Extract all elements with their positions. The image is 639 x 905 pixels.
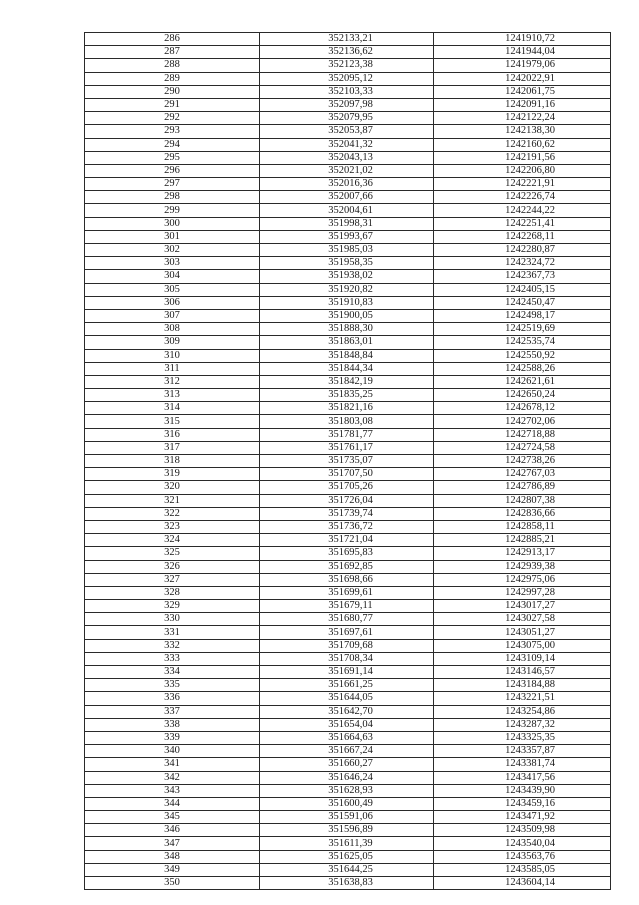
x-coordinate-cell: 351709,68 [260, 639, 434, 652]
x-coordinate-cell: 351697,61 [260, 626, 434, 639]
y-coordinate-cell: 1242678,12 [434, 402, 611, 415]
y-coordinate-cell: 1243563,76 [434, 850, 611, 863]
x-coordinate-cell: 352097,98 [260, 98, 434, 111]
point-number-cell: 343 [85, 784, 260, 797]
table-row [85, 626, 611, 639]
x-coordinate-cell: 351664,63 [260, 731, 434, 744]
table-row [85, 731, 611, 744]
point-number-cell: 324 [85, 534, 260, 547]
y-coordinate-cell: 1241944,04 [434, 46, 611, 59]
x-coordinate-cell: 352095,12 [260, 72, 434, 85]
y-coordinate-cell: 1242718,88 [434, 428, 611, 441]
y-coordinate-cell: 1242913,17 [434, 547, 611, 560]
y-coordinate-cell: 1242724,58 [434, 441, 611, 454]
y-coordinate-cell: 1242498,17 [434, 309, 611, 322]
point-number-cell: 296 [85, 164, 260, 177]
x-coordinate-cell: 351993,67 [260, 230, 434, 243]
x-coordinate-cell: 351708,34 [260, 652, 434, 665]
table-row [85, 481, 611, 494]
table-row [85, 718, 611, 731]
x-coordinate-cell: 351998,31 [260, 217, 434, 230]
y-coordinate-cell: 1242251,41 [434, 217, 611, 230]
point-number-cell: 292 [85, 112, 260, 125]
point-number-cell: 350 [85, 877, 260, 890]
table-row [85, 138, 611, 151]
y-coordinate-cell: 1243540,04 [434, 837, 611, 850]
table-row [85, 164, 611, 177]
table-row [85, 692, 611, 705]
table-row [85, 362, 611, 375]
x-coordinate-cell: 351835,25 [260, 389, 434, 402]
table-row [85, 534, 611, 547]
point-number-cell: 303 [85, 257, 260, 270]
y-coordinate-cell: 1243017,27 [434, 600, 611, 613]
y-coordinate-cell: 1243357,87 [434, 745, 611, 758]
x-coordinate-cell: 351699,61 [260, 586, 434, 599]
table-row [85, 191, 611, 204]
table-row [85, 151, 611, 164]
y-coordinate-cell: 1243585,05 [434, 863, 611, 876]
x-coordinate-cell: 351781,77 [260, 428, 434, 441]
y-coordinate-cell: 1242975,06 [434, 573, 611, 586]
y-coordinate-cell: 1242226,74 [434, 191, 611, 204]
point-number-cell: 300 [85, 217, 260, 230]
x-coordinate-cell: 351726,04 [260, 494, 434, 507]
point-number-cell: 342 [85, 771, 260, 784]
y-coordinate-cell: 1242786,89 [434, 481, 611, 494]
table-row [85, 309, 611, 322]
x-coordinate-cell: 351958,35 [260, 257, 434, 270]
y-coordinate-cell: 1243509,98 [434, 824, 611, 837]
y-coordinate-cell: 1243146,57 [434, 666, 611, 679]
point-number-cell: 321 [85, 494, 260, 507]
point-number-cell: 299 [85, 204, 260, 217]
table-row [85, 745, 611, 758]
point-number-cell: 315 [85, 415, 260, 428]
point-number-cell: 304 [85, 270, 260, 283]
point-number-cell: 344 [85, 797, 260, 810]
table-row [85, 586, 611, 599]
y-coordinate-cell: 1242405,15 [434, 283, 611, 296]
point-number-cell: 336 [85, 692, 260, 705]
point-number-cell: 346 [85, 824, 260, 837]
table-row [85, 520, 611, 533]
point-number-cell: 319 [85, 468, 260, 481]
y-coordinate-cell: 1242997,28 [434, 586, 611, 599]
x-coordinate-cell: 351680,77 [260, 613, 434, 626]
table-row [85, 547, 611, 560]
y-coordinate-cell: 1242858,11 [434, 520, 611, 533]
table-row [85, 811, 611, 824]
table-row [85, 389, 611, 402]
y-coordinate-cell: 1242160,62 [434, 138, 611, 151]
x-coordinate-cell: 351985,03 [260, 244, 434, 257]
x-coordinate-cell: 351821,16 [260, 402, 434, 415]
point-number-cell: 339 [85, 731, 260, 744]
point-number-cell: 349 [85, 863, 260, 876]
table-row [85, 824, 611, 837]
point-number-cell: 322 [85, 507, 260, 520]
table-row [85, 244, 611, 257]
x-coordinate-cell: 351667,24 [260, 745, 434, 758]
table-row [85, 771, 611, 784]
table-row [85, 204, 611, 217]
point-number-cell: 317 [85, 441, 260, 454]
table-row [85, 507, 611, 520]
point-number-cell: 298 [85, 191, 260, 204]
point-number-cell: 308 [85, 323, 260, 336]
x-coordinate-cell: 351736,72 [260, 520, 434, 533]
point-number-cell: 306 [85, 296, 260, 309]
point-number-cell: 326 [85, 560, 260, 573]
y-coordinate-cell: 1242022,91 [434, 72, 611, 85]
table-row [85, 46, 611, 59]
point-number-cell: 302 [85, 244, 260, 257]
x-coordinate-cell: 352004,61 [260, 204, 434, 217]
table-row [85, 863, 611, 876]
table-row [85, 270, 611, 283]
table-row [85, 573, 611, 586]
y-coordinate-cell: 1242807,38 [434, 494, 611, 507]
point-number-cell: 295 [85, 151, 260, 164]
y-coordinate-cell: 1243184,88 [434, 679, 611, 692]
table-row [85, 98, 611, 111]
point-number-cell: 297 [85, 178, 260, 191]
y-coordinate-cell: 1242621,61 [434, 375, 611, 388]
point-number-cell: 291 [85, 98, 260, 111]
y-coordinate-cell: 1242061,75 [434, 85, 611, 98]
x-coordinate-cell: 351739,74 [260, 507, 434, 520]
x-coordinate-cell: 352021,02 [260, 164, 434, 177]
table-row [85, 784, 611, 797]
x-coordinate-cell: 351661,25 [260, 679, 434, 692]
y-coordinate-cell: 1242268,11 [434, 230, 611, 243]
point-number-cell: 348 [85, 850, 260, 863]
x-coordinate-cell: 351803,08 [260, 415, 434, 428]
point-number-cell: 287 [85, 46, 260, 59]
table-row [85, 468, 611, 481]
y-coordinate-cell: 1242885,21 [434, 534, 611, 547]
table-row [85, 758, 611, 771]
table-row [85, 797, 611, 810]
table-row [85, 705, 611, 718]
point-number-cell: 327 [85, 573, 260, 586]
point-number-cell: 305 [85, 283, 260, 296]
table-row [85, 679, 611, 692]
table-row [85, 639, 611, 652]
table-row [85, 494, 611, 507]
y-coordinate-cell: 1242324,72 [434, 257, 611, 270]
table-row [85, 178, 611, 191]
y-coordinate-cell: 1243221,51 [434, 692, 611, 705]
x-coordinate-cell: 351900,05 [260, 309, 434, 322]
point-number-cell: 329 [85, 600, 260, 613]
y-coordinate-cell: 1242939,38 [434, 560, 611, 573]
table-row [85, 441, 611, 454]
y-coordinate-cell: 1243459,16 [434, 797, 611, 810]
table-row [85, 415, 611, 428]
table-row [85, 652, 611, 665]
point-number-cell: 286 [85, 33, 260, 46]
y-coordinate-cell: 1242206,80 [434, 164, 611, 177]
y-coordinate-cell: 1242702,06 [434, 415, 611, 428]
point-number-cell: 338 [85, 718, 260, 731]
x-coordinate-cell: 351638,83 [260, 877, 434, 890]
y-coordinate-cell: 1243439,90 [434, 784, 611, 797]
point-number-cell: 313 [85, 389, 260, 402]
coordinates-table-body [85, 33, 611, 890]
y-coordinate-cell: 1242367,73 [434, 270, 611, 283]
table-row [85, 402, 611, 415]
y-coordinate-cell: 1243287,32 [434, 718, 611, 731]
y-coordinate-cell: 1243051,27 [434, 626, 611, 639]
point-number-cell: 294 [85, 138, 260, 151]
table-row [85, 560, 611, 573]
x-coordinate-cell: 352043,13 [260, 151, 434, 164]
x-coordinate-cell: 351660,27 [260, 758, 434, 771]
point-number-cell: 328 [85, 586, 260, 599]
point-number-cell: 337 [85, 705, 260, 718]
point-number-cell: 293 [85, 125, 260, 138]
table-row [85, 877, 611, 890]
coordinates-table [84, 32, 611, 890]
table-row [85, 349, 611, 362]
point-number-cell: 335 [85, 679, 260, 692]
point-number-cell: 314 [85, 402, 260, 415]
y-coordinate-cell: 1242550,92 [434, 349, 611, 362]
point-number-cell: 307 [85, 309, 260, 322]
x-coordinate-cell: 351761,17 [260, 441, 434, 454]
y-coordinate-cell: 1242122,24 [434, 112, 611, 125]
point-number-cell: 318 [85, 455, 260, 468]
table-row [85, 600, 611, 613]
point-number-cell: 316 [85, 428, 260, 441]
table-row [85, 296, 611, 309]
point-number-cell: 311 [85, 362, 260, 375]
x-coordinate-cell: 351600,49 [260, 797, 434, 810]
x-coordinate-cell: 352016,36 [260, 178, 434, 191]
table-row [85, 112, 611, 125]
x-coordinate-cell: 351644,05 [260, 692, 434, 705]
y-coordinate-cell: 1241979,06 [434, 59, 611, 72]
x-coordinate-cell: 352133,21 [260, 33, 434, 46]
y-coordinate-cell: 1242450,47 [434, 296, 611, 309]
table-row [85, 428, 611, 441]
y-coordinate-cell: 1243027,58 [434, 613, 611, 626]
x-coordinate-cell: 351910,83 [260, 296, 434, 309]
point-number-cell: 312 [85, 375, 260, 388]
y-coordinate-cell: 1242221,91 [434, 178, 611, 191]
x-coordinate-cell: 351920,82 [260, 283, 434, 296]
x-coordinate-cell: 351692,85 [260, 560, 434, 573]
table-row [85, 323, 611, 336]
point-number-cell: 332 [85, 639, 260, 652]
x-coordinate-cell: 351888,30 [260, 323, 434, 336]
y-coordinate-cell: 1243381,74 [434, 758, 611, 771]
x-coordinate-cell: 352103,33 [260, 85, 434, 98]
point-number-cell: 341 [85, 758, 260, 771]
table-row [85, 85, 611, 98]
x-coordinate-cell: 351938,02 [260, 270, 434, 283]
y-coordinate-cell: 1242535,74 [434, 336, 611, 349]
x-coordinate-cell: 351705,26 [260, 481, 434, 494]
point-number-cell: 320 [85, 481, 260, 494]
x-coordinate-cell: 351611,39 [260, 837, 434, 850]
y-coordinate-cell: 1242738,26 [434, 455, 611, 468]
table-row [85, 837, 611, 850]
x-coordinate-cell: 351695,83 [260, 547, 434, 560]
point-number-cell: 325 [85, 547, 260, 560]
y-coordinate-cell: 1243075,00 [434, 639, 611, 652]
table-row [85, 125, 611, 138]
x-coordinate-cell: 351646,24 [260, 771, 434, 784]
x-coordinate-cell: 352079,95 [260, 112, 434, 125]
point-number-cell: 288 [85, 59, 260, 72]
y-coordinate-cell: 1242519,69 [434, 323, 611, 336]
x-coordinate-cell: 351625,05 [260, 850, 434, 863]
x-coordinate-cell: 351721,04 [260, 534, 434, 547]
x-coordinate-cell: 351654,04 [260, 718, 434, 731]
x-coordinate-cell: 351679,11 [260, 600, 434, 613]
x-coordinate-cell: 351848,84 [260, 349, 434, 362]
table-row [85, 336, 611, 349]
y-coordinate-cell: 1243471,92 [434, 811, 611, 824]
y-coordinate-cell: 1243604,14 [434, 877, 611, 890]
table-row [85, 230, 611, 243]
table-row [85, 217, 611, 230]
table-row [85, 613, 611, 626]
y-coordinate-cell: 1242191,56 [434, 151, 611, 164]
y-coordinate-cell: 1242244,22 [434, 204, 611, 217]
table-row [85, 59, 611, 72]
x-coordinate-cell: 351698,66 [260, 573, 434, 586]
point-number-cell: 330 [85, 613, 260, 626]
point-number-cell: 333 [85, 652, 260, 665]
y-coordinate-cell: 1242588,26 [434, 362, 611, 375]
x-coordinate-cell: 352123,38 [260, 59, 434, 72]
point-number-cell: 345 [85, 811, 260, 824]
x-coordinate-cell: 351842,19 [260, 375, 434, 388]
x-coordinate-cell: 352007,66 [260, 191, 434, 204]
x-coordinate-cell: 351628,93 [260, 784, 434, 797]
point-number-cell: 334 [85, 666, 260, 679]
point-number-cell: 289 [85, 72, 260, 85]
x-coordinate-cell: 352053,87 [260, 125, 434, 138]
x-coordinate-cell: 351863,01 [260, 336, 434, 349]
x-coordinate-cell: 352041,32 [260, 138, 434, 151]
x-coordinate-cell: 351644,25 [260, 863, 434, 876]
table-row [85, 850, 611, 863]
point-number-cell: 301 [85, 230, 260, 243]
y-coordinate-cell: 1243109,14 [434, 652, 611, 665]
y-coordinate-cell: 1242091,16 [434, 98, 611, 111]
table-row [85, 257, 611, 270]
y-coordinate-cell: 1241910,72 [434, 33, 611, 46]
table-row [85, 455, 611, 468]
x-coordinate-cell: 351691,14 [260, 666, 434, 679]
x-coordinate-cell: 351707,50 [260, 468, 434, 481]
point-number-cell: 290 [85, 85, 260, 98]
x-coordinate-cell: 351642,70 [260, 705, 434, 718]
y-coordinate-cell: 1242836,66 [434, 507, 611, 520]
table-row [85, 72, 611, 85]
table-row [85, 666, 611, 679]
point-number-cell: 331 [85, 626, 260, 639]
table-row [85, 33, 611, 46]
y-coordinate-cell: 1243325,35 [434, 731, 611, 744]
x-coordinate-cell: 352136,62 [260, 46, 434, 59]
x-coordinate-cell: 351596,89 [260, 824, 434, 837]
y-coordinate-cell: 1243417,56 [434, 771, 611, 784]
point-number-cell: 309 [85, 336, 260, 349]
y-coordinate-cell: 1242767,03 [434, 468, 611, 481]
point-number-cell: 340 [85, 745, 260, 758]
x-coordinate-cell: 351591,06 [260, 811, 434, 824]
y-coordinate-cell: 1242280,87 [434, 244, 611, 257]
y-coordinate-cell: 1243254,86 [434, 705, 611, 718]
x-coordinate-cell: 351735,07 [260, 455, 434, 468]
y-coordinate-cell: 1242650,24 [434, 389, 611, 402]
table-row [85, 283, 611, 296]
table-row [85, 375, 611, 388]
point-number-cell: 310 [85, 349, 260, 362]
x-coordinate-cell: 351844,34 [260, 362, 434, 375]
point-number-cell: 347 [85, 837, 260, 850]
point-number-cell: 323 [85, 520, 260, 533]
y-coordinate-cell: 1242138,30 [434, 125, 611, 138]
